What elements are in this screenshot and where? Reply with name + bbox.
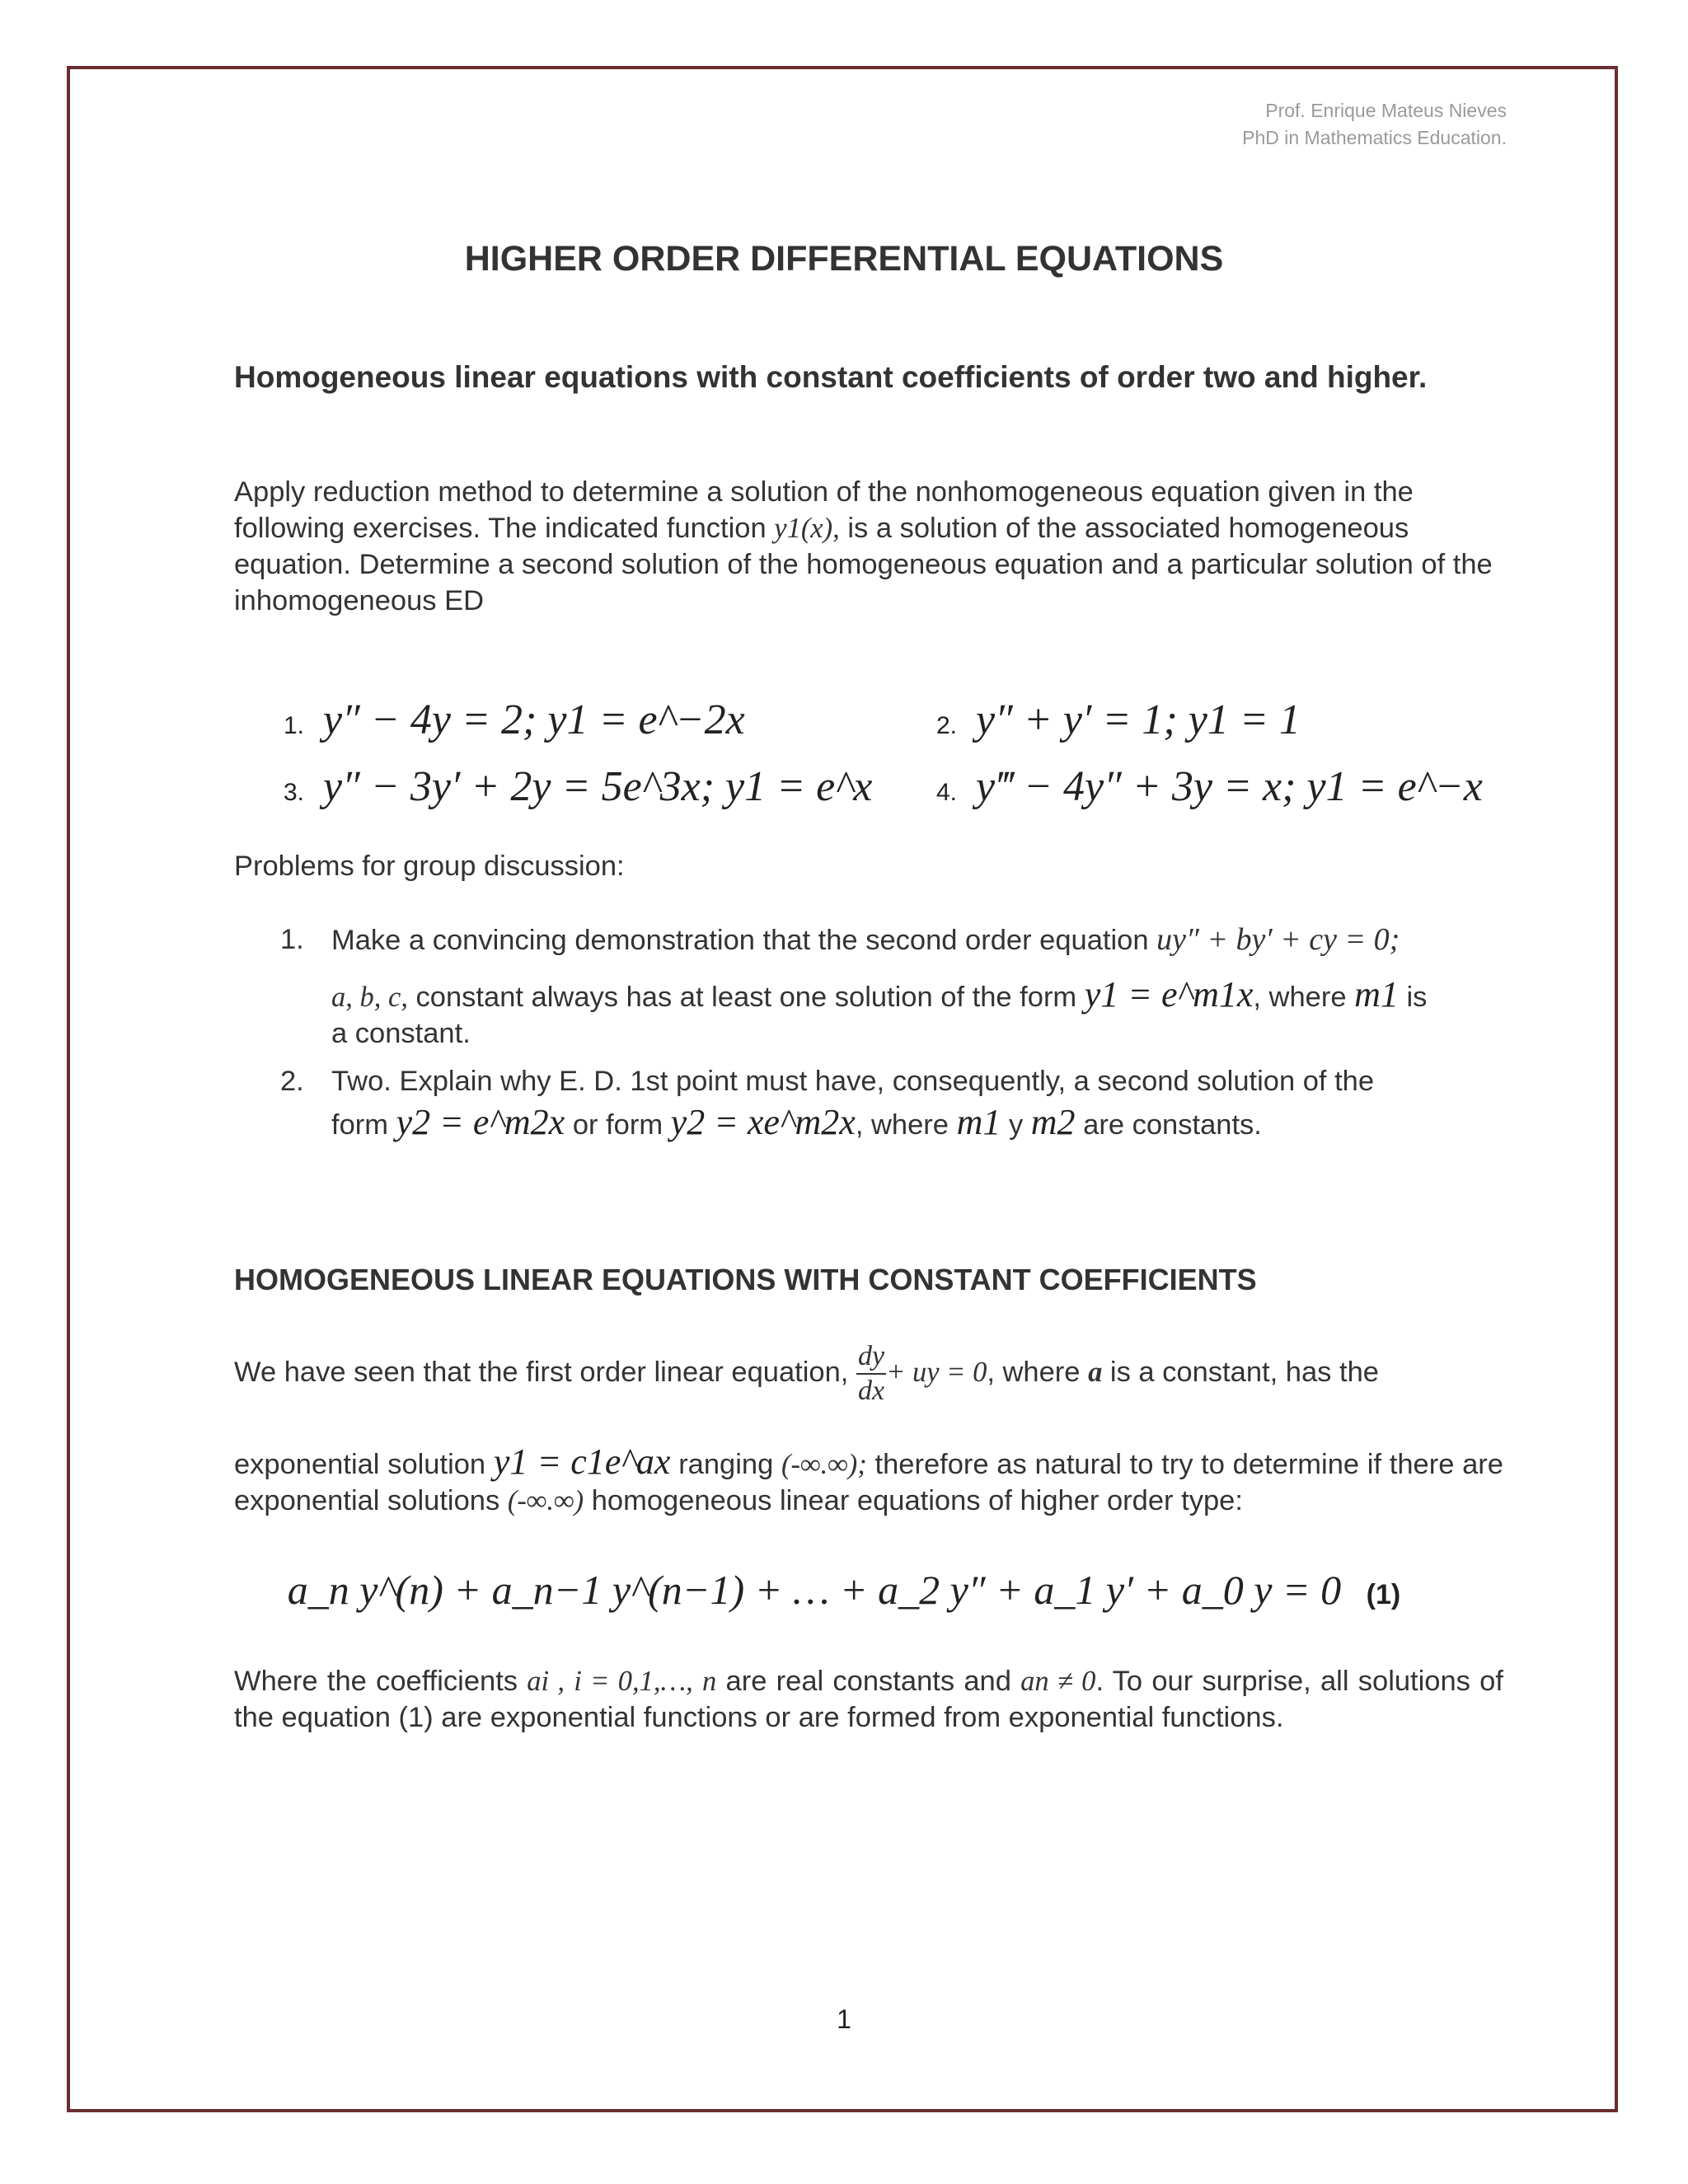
document-title: HIGHER ORDER DIFFERENTIAL EQUATIONS [464,239,1224,279]
function-y1: y1(x), [774,513,840,544]
equation-label: (1) [1366,1579,1401,1610]
problem-1-m1: m1 [1354,974,1399,1015]
section-subtitle: Homogeneous linear equations with constant coefficients of order two and higher. [234,360,1428,394]
exercise-4-solution: y1 = e^−x [1306,763,1483,810]
exercise-3: 3. y″ − 3y′ + 2y = 5e^3x; y1 = e^x [284,763,873,810]
exercise-1-equation: y″ − 4y = 2; [323,696,537,743]
page-header [1242,97,1507,152]
equation-1: a_n y^(n) + a_n−1 y^(n−1) + … + a_2 y″ + a_1 y′ + a_0 y = 0 (1) [287,1567,1401,1613]
section-paragraph-3: Where the coefficients ai , i = 0,1,…, n are real constants and an ≠ 0. To our surprise, all solutions of the equation (1) are exponential functions or are formed from exponential functions. [234,1666,1503,1733]
exercise-2-equation: y″ + y′ = 1; [976,696,1178,743]
section-paragraph-2: exponential solution y1 = c1e^ax ranging (-∞.∞); therefore as natural to try to determine if there are exponential solutions (-∞.∞) homogeneous linear equations of higher order type: [234,1441,1503,1516]
exponential-solution: y1 = c1e^ax [493,1441,671,1482]
section-heading: HOMOGENEOUS LINEAR EQUATIONS WITH CONSTANT COEFFICIENTS [234,1263,1257,1296]
exercise-3-solution: y1 = e^x [725,763,873,810]
author-name: Prof. Enrique Mateus Nieves [1265,100,1507,121]
exercise-3-equation: y″ − 3y′ + 2y = 5e^3x; [323,763,715,810]
problem-2-form-2: y2 = xe^m2x [670,1102,856,1142]
section-paragraph-1: We have seen that the first order linear equation, $\frac{dy}{dx}$ + uy = 0, where a is a constant, has the [234,1341,1379,1406]
group-problem-1: 1. Make a convincing demonstration that the second order equation uy″ + by′ + cy = 0; a, b, c, constant always has at least one solution of the form y1 = e^m1x, where m1 is a constant. [280,922,1428,1049]
exercise-1: 1. y″ − 4y = 2; y1 = e^−2x [284,696,745,743]
problem-1-equation: uy″ + by′ + cy = 0; [1156,922,1400,957]
page-number: 1 [837,2004,851,2034]
problem-1-form: y1 = e^m1x [1084,974,1254,1015]
exercise-4-equation: y‴ − 4y″ + 3y = x; [976,763,1296,810]
exercise-2: 2. y″ + y′ = 1; y1 = 1 [936,696,1301,743]
group-problem-2: 2. Two. Explain why E. D. 1st point must have, consequently, a second solution of the form y2 = e^m2x or form y2 = xe^m2x, where m1 y m2 are constants. [280,1066,1375,1142]
problem-2-form-1: y2 = e^m2x [396,1102,565,1142]
derivative-fraction: $\frac{dy}{dx}$ [857,1341,885,1406]
exercise-4: 4. y‴ − 4y″ + 3y = x; y1 = e^−x [936,763,1483,810]
author-degree: PhD in Mathematics Education. [1242,127,1507,148]
group-discussion-heading: Problems for group discussion: [234,851,625,882]
exercise-2-solution: y1 = 1 [1188,696,1301,743]
problem-1-constants: a, b, c, [331,982,408,1013]
intro-paragraph: Apply reduction method to determine a solution of the nonhomogeneous equation given in the following exercises. The indicated function y1(x), is a solution of the associated homogeneous equation. Determine a second solution of the homogeneous equation and a particular solution of the inhomogeneous ED [234,476,1493,616]
exercise-1-solution: y1 = e^−2x [547,696,745,743]
